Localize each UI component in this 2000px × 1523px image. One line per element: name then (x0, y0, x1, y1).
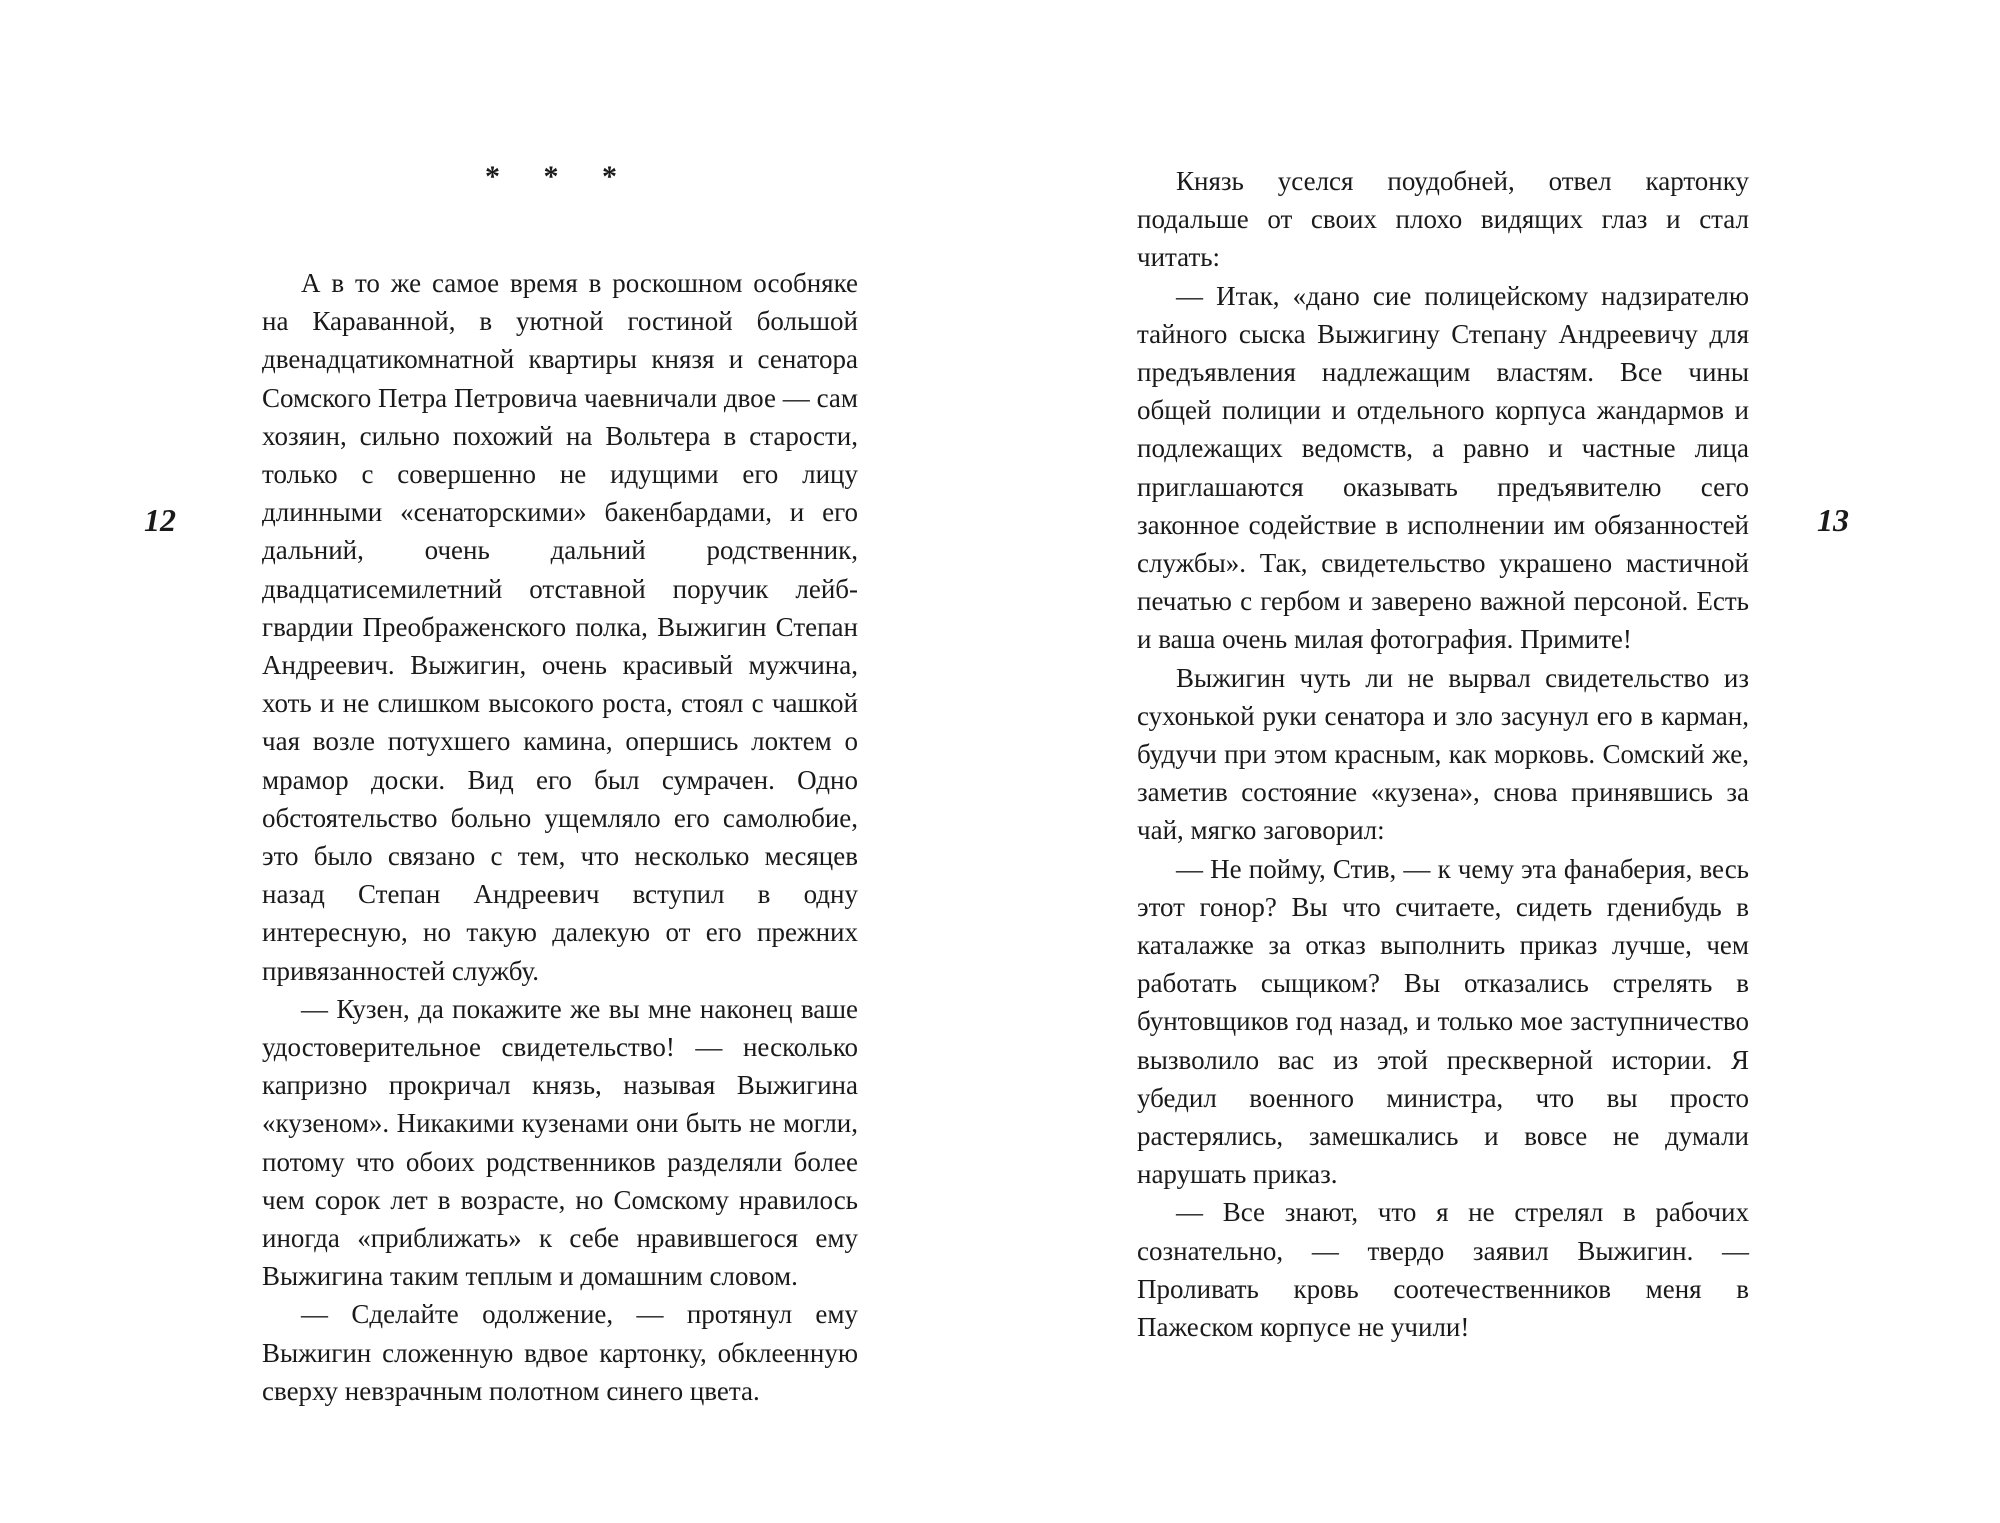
page-number-right: 13 (1817, 502, 1849, 538)
paragraph: — Сделайте одолжение, — протянул ему Выжигин сложенную вдвое картонку, обклеенную сверху невзрачным полотном синего цвета. (262, 1299, 858, 1406)
paragraph: — Итак, «дано сие полицейскому надзирателю тайного сыска Выжигину Степану Андреевичу для предъявления надлежащим властям. Все чины общей полиции и отдельного корпуса жандармов и подлежащих ведомств, а равно и частные лица приглашаются оказывать предъявителю сего законное содействие в исполнении им обязанностей службы». Так, свидетельство украшено мастичной печатью с гербом и заверено важной персоной. Есть и ваша очень милая фотография. Примите! (1137, 280, 1749, 655)
paragraph: — Все знают, что я не стрелял в рабочих сознательно, — твердо заявил Выжигин. — Проливать кровь соотечественников меня в Пажеском корпусе не учили! (1137, 1197, 1749, 1343)
section-separator: * * * (485, 160, 635, 193)
paragraph: — Кузен, да покажите же вы мне наконец ваше удостоверительное свидетельство! — несколько капризно прокричал князь, называя Выжигина «кузеном». Никакими кузенами они быть не могли, потому что обоих родственников разделяли более чем сорок лет в возрасте, но Сомскому нравилось иногда «приближать» к себе нравившегося ему Выжигина таким теплым и домашним словом. (262, 993, 858, 1292)
right-page (1000, 0, 2000, 1523)
paragraph: Князь уселся поудобней, отвел картонку подальше от своих плохо видящих глаз и стал читать: (1137, 166, 1749, 273)
paragraph: — Не пойму, Стив, — к чему эта фанаберия, весь этот гонор? Вы что считаете, сидеть гденибудь в каталажке за отказ выполнить приказ лучше, чем работать сыщиком? Вы отказались стрелять в бунтовщиков год назад, и только мое заступничество вызволило вас из этой прескверной истории. Я убедил военного министра, что вы просто растерялись, замешкались и вовсе не думали нарушать приказ. (1137, 853, 1749, 1190)
page-number-left: 12 (144, 502, 176, 538)
right-text-column (1137, 162, 1749, 1346)
paragraph: А в то же самое время в роскошном особняке на Караванной, в уютной гостиной большой двенадцатикомнатной квартиры князя и сенатора Сомского Петра Петровича чаевничали двое — сам хозяин, сильно похожий на Вольтера в старости, только с совершенно не идущими его лицу длинными «сенаторскими» бакенбардами, и его дальний, очень дальний родственник, двадцатисемилетний отставной поручик лейб-гвардии Преображенского полка, Выжигин Степан Андреевич. Выжигин, очень красивый мужчина, хоть и не слишком высокого роста, стоял с чашкой чая возле потухшего камина, опершись локтем о мрамор доски. Вид его был сумрачен. Одно обстоятельство больно ущемляло его самолюбие, это было связано с тем, что несколько месяцев назад Степан Андреевич вступил в одну интересную, но такую далекую от его прежних привязанностей службу. (262, 268, 858, 986)
left-text-column (262, 264, 858, 1410)
paragraph: Выжигин чуть ли не вырвал свидетельство из сухонькой руки сенатора и зло засунул его в карман, будучи при этом красным, как морковь. Сомский же, заметив состояние «кузена», снова принявшись за чай, мягко заговорил: (1137, 662, 1749, 846)
